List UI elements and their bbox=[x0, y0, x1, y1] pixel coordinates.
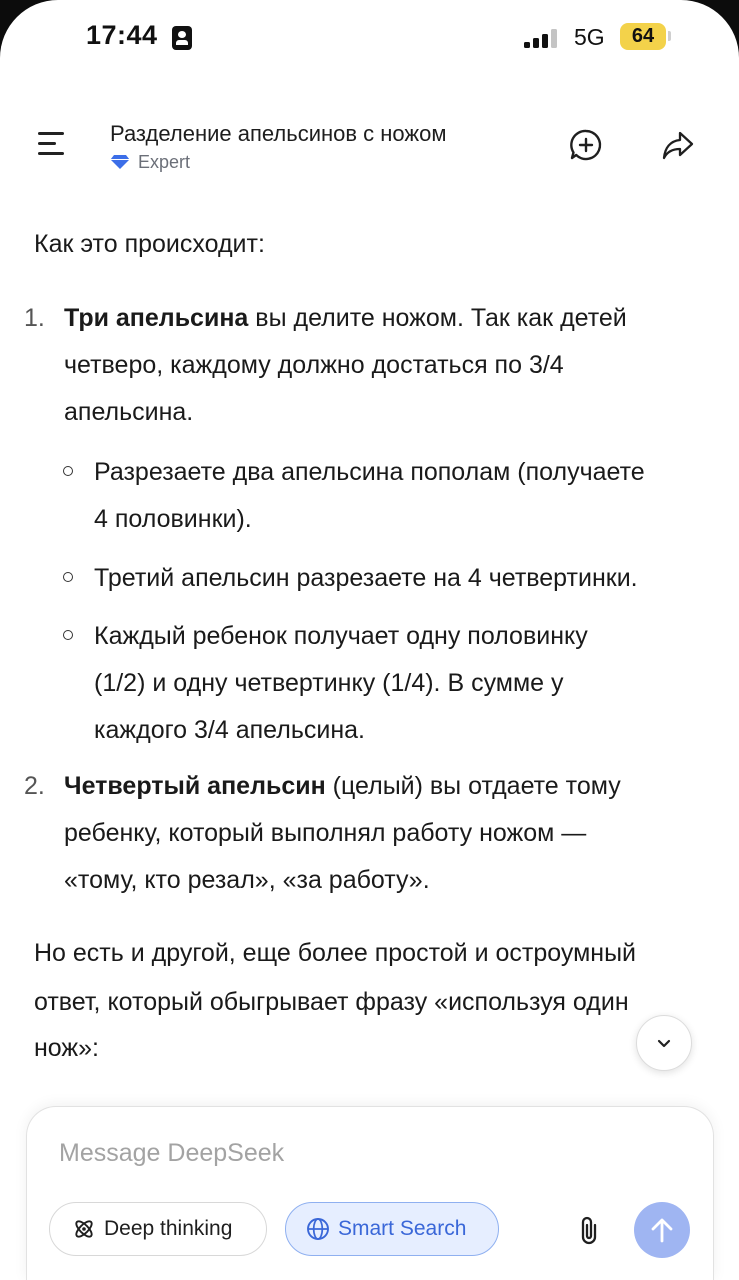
attach-button[interactable] bbox=[575, 1213, 603, 1247]
share-icon bbox=[660, 127, 696, 163]
arrow-up-icon bbox=[648, 1215, 676, 1245]
contact-badge-icon bbox=[172, 26, 192, 50]
outro-line1: Но есть и другой, еще более простой и остроумный bbox=[34, 939, 637, 967]
item2-line1 bbox=[64, 762, 621, 810]
model-badge bbox=[110, 150, 190, 174]
item1-line3: апельсина. bbox=[64, 398, 194, 426]
menu-icon[interactable] bbox=[38, 132, 68, 156]
bullet-icon bbox=[63, 630, 73, 640]
battery-indicator: 64 bbox=[620, 23, 666, 50]
sub1-line1: Разрезаете два апельсина пополам (получаете bbox=[94, 458, 645, 486]
sub3-line1: Каждый ребенок получает одну половинку bbox=[94, 622, 588, 650]
send-button[interactable] bbox=[634, 1202, 690, 1258]
item1-line1 bbox=[64, 294, 627, 342]
network-label: 5G bbox=[574, 24, 605, 50]
message-input[interactable] bbox=[59, 1135, 619, 1171]
item1-line1-rest: вы делите ножом. Так как детей bbox=[255, 304, 627, 332]
list-number-2: 2. bbox=[24, 772, 45, 800]
deep-thinking-label: Deep thinking bbox=[104, 1217, 233, 1240]
new-chat-button[interactable] bbox=[568, 127, 604, 163]
list-number-1: 1. bbox=[24, 304, 45, 332]
sub2-line1: Третий апельсин разрезаете на 4 четвертинки. bbox=[94, 564, 638, 592]
share-button[interactable] bbox=[660, 127, 696, 163]
model-label: Expert bbox=[138, 151, 191, 172]
globe-icon bbox=[306, 1217, 330, 1241]
bullet-icon bbox=[63, 572, 73, 582]
diamond-icon bbox=[110, 154, 130, 170]
item2-bold: Четвертый апельсин bbox=[64, 772, 326, 800]
smart-search-label: Smart Search bbox=[338, 1217, 467, 1240]
outro-line2: ответ, который обыгрывает фразу «используя один bbox=[34, 988, 629, 1016]
atom-icon bbox=[72, 1217, 96, 1241]
item1-bold: Три апельсина bbox=[64, 304, 249, 332]
outro-line3: нож»: bbox=[34, 1034, 100, 1062]
smart-search-button[interactable] bbox=[285, 1202, 499, 1256]
chevron-down-icon bbox=[654, 1033, 674, 1053]
scroll-down-button[interactable] bbox=[636, 1015, 692, 1071]
intro-text: Как это происходит: bbox=[34, 230, 265, 258]
item2-line3: «тому, кто резал», «за работу». bbox=[64, 866, 430, 894]
item2-line2: ребенку, который выполнял работу ножом — bbox=[64, 819, 587, 847]
deep-thinking-button[interactable] bbox=[49, 1202, 267, 1256]
signal-icon bbox=[524, 28, 564, 48]
sub1-line2: 4 половинки). bbox=[94, 505, 252, 533]
paperclip-icon bbox=[575, 1213, 603, 1247]
bullet-icon bbox=[63, 466, 73, 476]
status-time: 17:44 bbox=[86, 20, 158, 50]
item1-line2: четверо, каждому должно достаться по 3/4 bbox=[64, 351, 564, 379]
chat-title: Разделение апельсинов с ножом bbox=[110, 121, 447, 146]
item2-line1-rest: (целый) вы отдаете тому bbox=[332, 772, 621, 800]
sub3-line2: (1/2) и одну четвертинку (1/4). В сумме у bbox=[94, 669, 564, 697]
battery-tip bbox=[668, 31, 671, 41]
new-chat-icon bbox=[568, 127, 604, 163]
composer bbox=[26, 1106, 714, 1280]
sub3-line3: каждого 3/4 апельсина. bbox=[94, 716, 365, 744]
